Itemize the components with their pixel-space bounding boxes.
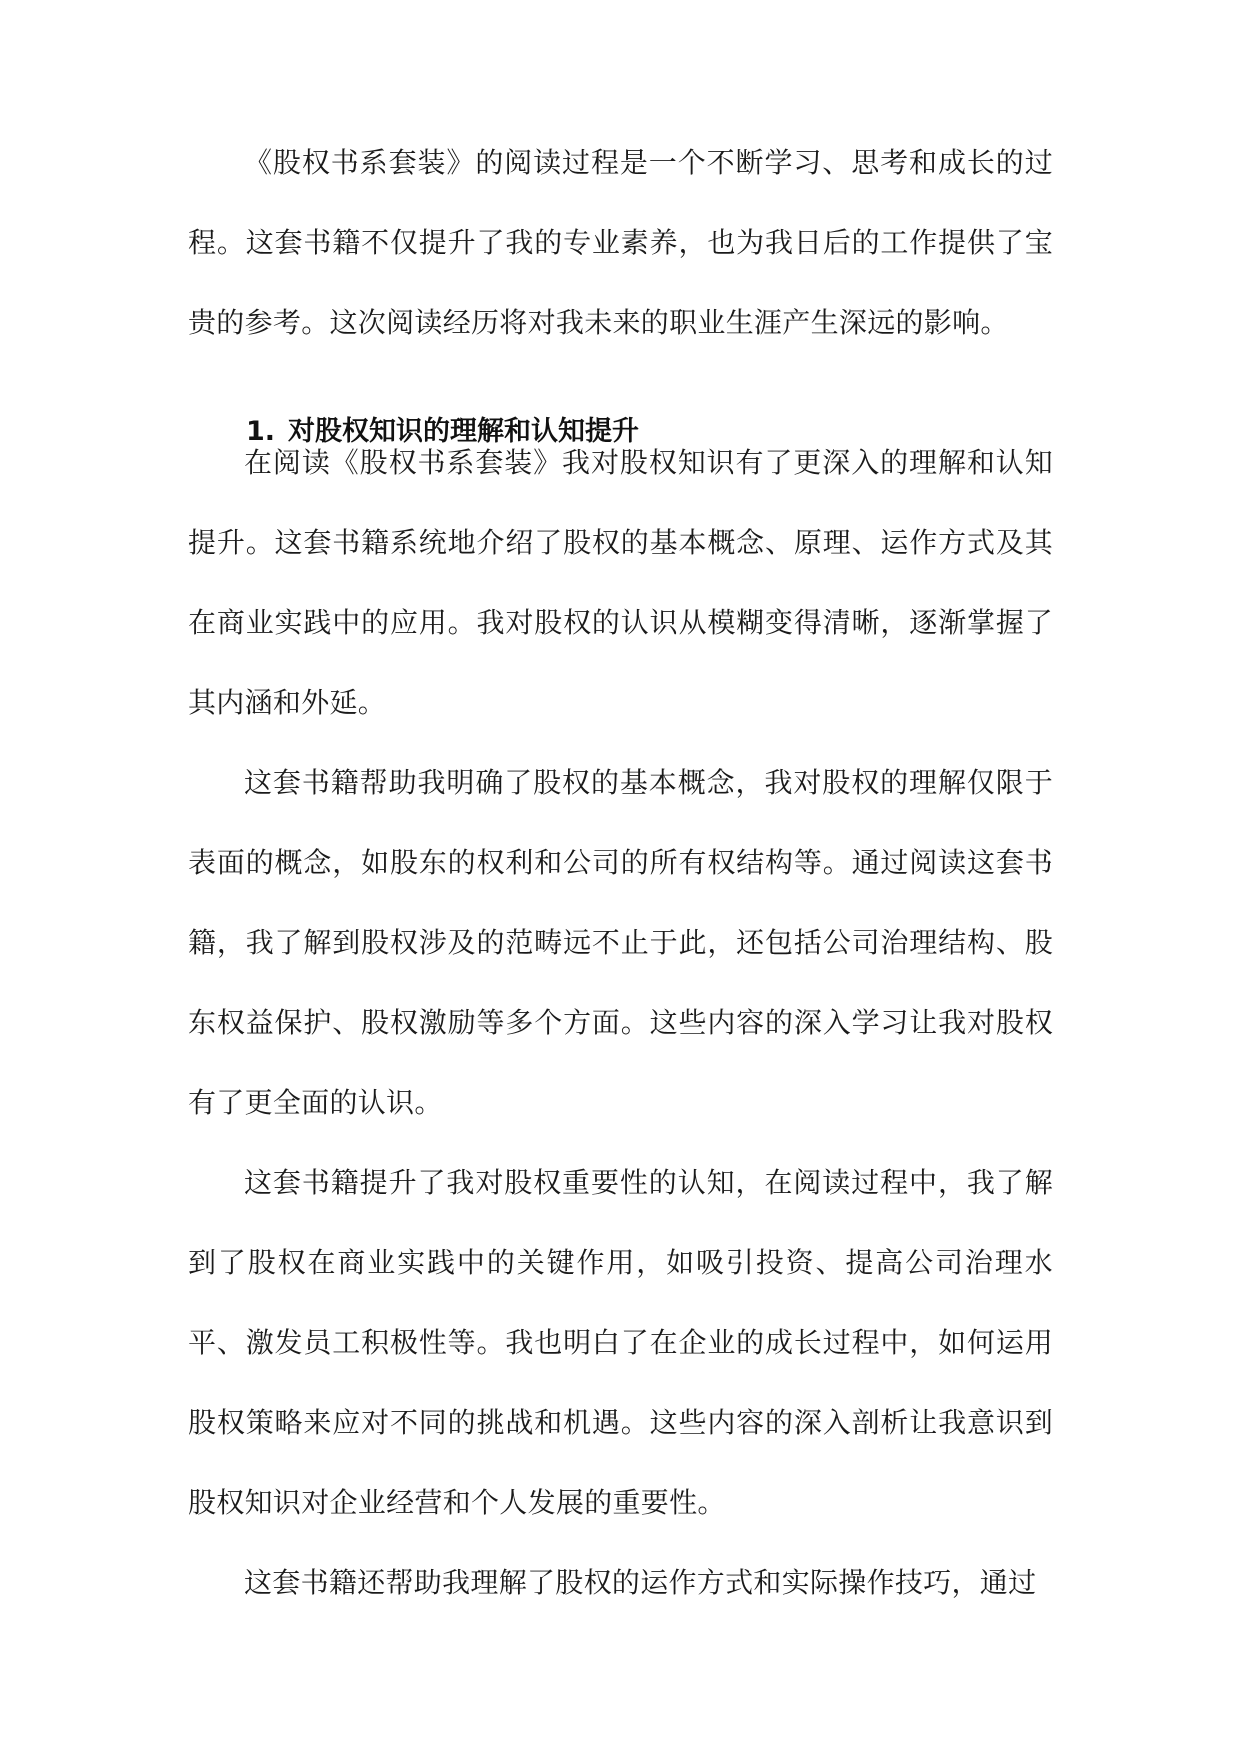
- body-paragraph: 这套书籍还帮助我理解了股权的运作方式和实际操作技巧，通过: [244, 1566, 1037, 1599]
- body-paragraph: 在阅读《股权书系套装》我对股权知识有了更深入的理解和认知提升。这套书籍系统地介绍了股权的基本概念、原理、运作方式及其在商业实践中的应用。我对股权的认识从模糊变得清晰，逐渐掌握了其内涵和外延。: [188, 446, 1053, 719]
- body-paragraph: 这套书籍帮助我明确了股权的基本概念，我对股权的理解仅限于表面的概念，如股东的权利和公司的所有权结构等。通过阅读这套书籍，我了解到股权涉及的范畴远不止于此，还包括公司治理结构、股东权益保护、股权激励等多个方面。这些内容的深入学习让我对股权有了更全面的认识。: [188, 766, 1053, 1119]
- intro-paragraph: 《股权书系套装》的阅读过程是一个不断学习、思考和成长的过程。这套书籍不仅提升了我的专业素养，也为我日后的工作提供了宝贵的参考。这次阅读经历将对我未来的职业生涯产生深远的影响。: [188, 146, 1053, 339]
- body-paragraph: 这套书籍提升了我对股权重要性的认知，在阅读过程中，我了解到了股权在商业实践中的关键作用，如吸引投资、提高公司治理水平、激发员工积极性等。我也明白了在企业的成长过程中，如何运用股权策略来应对不同的挑战和机遇。这些内容的深入剖析让我意识到股权知识对企业经营和个人发展的重要性。: [188, 1166, 1053, 1519]
- body-block: [188, 423, 1053, 1623]
- intro-block: [188, 123, 1053, 363]
- section-number: 1.: [246, 416, 276, 447]
- section-title: 对股权知识的理解和认知提升: [288, 416, 639, 447]
